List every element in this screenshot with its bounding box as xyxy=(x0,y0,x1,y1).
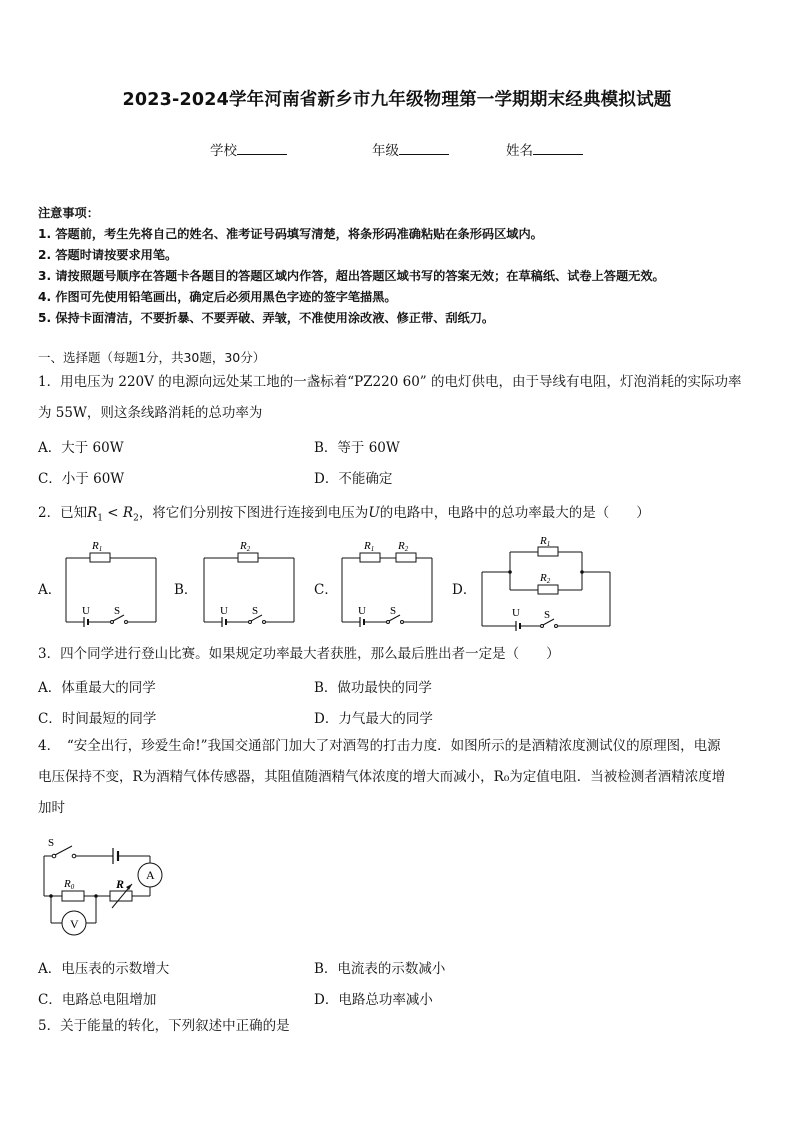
question-4-line: 4． “安全出行，珍爱生命!”我国交通部门加大了对酒驾的打击力度．如图所示的是酒精浓度测试仪的原理图，电源 xyxy=(38,738,721,754)
resistor-r1 xyxy=(360,553,380,562)
notice-item: 5. 保持卡面清洁，不要折暴、不要弄破、弄皱，不准使用涂改液、修正带、刮纸刀。 xyxy=(38,311,495,325)
notice-heading: 注意事项： xyxy=(38,206,99,220)
q4-option-d[interactable]: D．电路总功率减小 xyxy=(314,992,433,1008)
school-field[interactable] xyxy=(210,139,287,159)
resistor-r0 xyxy=(62,891,84,901)
notice-item: 4. 作图可先使用铅笔画出，确定后必须用黑色字迹的签字笔描黑。 xyxy=(38,290,397,304)
r1-label: R1 xyxy=(364,540,375,553)
circuit-c-diagram xyxy=(338,536,438,636)
name-field[interactable] xyxy=(506,139,583,159)
variable-arrow-icon xyxy=(126,884,132,890)
resistor-r1 xyxy=(538,547,558,556)
q1-option-c[interactable]: C．小于 60W xyxy=(38,471,125,487)
name-label: 姓名 xyxy=(506,143,533,159)
r0-label: R0 xyxy=(64,878,75,891)
q2-option-b-label[interactable]: B． xyxy=(174,582,198,598)
voltmeter-label: V xyxy=(70,917,79,931)
q2-lt: < xyxy=(103,505,123,521)
s-label: S xyxy=(544,609,551,621)
u-label: U xyxy=(82,605,90,617)
section-heading: 一、选择题（每题1分，共30题，30分） xyxy=(38,350,266,365)
q1-option-a[interactable]: A．大于 60W xyxy=(38,440,124,456)
notice-item: 1. 答题前，考生先将自己的姓名、准考证号码填写清楚，将条形码准确粘贴在条形码区域内。 xyxy=(38,227,543,241)
question-4 xyxy=(38,731,760,824)
q2-option-c-label[interactable]: C． xyxy=(314,582,338,598)
question-4-line: 电压保持不变，R为酒精气体传感器，其阻值随酒精气体浓度的增大而减小，R₀为定值电阻．当被检测者酒精浓度增 xyxy=(38,769,726,785)
q2-option-d-label[interactable]: D． xyxy=(452,582,477,598)
r-label: R xyxy=(116,877,125,891)
resistor-r2 xyxy=(238,553,258,562)
u-label: U xyxy=(512,607,520,619)
r2-label: R2 xyxy=(398,540,409,553)
r2-label: R2 xyxy=(540,572,551,585)
alcohol-tester-circuit-diagram xyxy=(38,834,168,940)
q2-r1: R xyxy=(87,505,98,521)
school-blank[interactable] xyxy=(237,141,287,155)
circuit-b-diagram xyxy=(200,536,300,636)
ammeter-label: A xyxy=(146,868,155,882)
q2-text-post: 的电路中，电路中的总功率最大的是（ ） xyxy=(379,505,650,521)
sensor-resistor-r xyxy=(110,891,132,901)
question-1 xyxy=(38,367,760,429)
switch-label: S xyxy=(48,837,55,849)
circuit-a-diagram xyxy=(62,536,162,636)
q3-option-b[interactable]: B．做功最快的同学 xyxy=(314,680,432,696)
question-5: 5．关于能量的转化，下列叙述中正确的是 xyxy=(38,1018,290,1034)
question-2 xyxy=(38,498,760,535)
notice-block xyxy=(38,203,768,329)
r2-label: R2 xyxy=(240,540,251,553)
s-label: S xyxy=(114,605,121,617)
grade-field[interactable] xyxy=(372,139,449,159)
q2-text-pre: 2．已知 xyxy=(38,505,88,521)
junction-left xyxy=(508,570,512,574)
q2-text-mid: ，将它们分别按下图进行连接到电压为 xyxy=(138,505,369,521)
q2-r1-sub: 1 xyxy=(97,513,103,524)
question-3: 3．四个同学进行登山比赛。如果规定功率最大者获胜，那么最后胜出者一定是（ ） xyxy=(38,646,560,662)
q2-option-a-label[interactable]: A． xyxy=(38,582,62,598)
q2-r2-sub: 2 xyxy=(133,513,139,524)
u-label: U xyxy=(220,605,228,617)
q1-option-b[interactable]: B．等于 60W xyxy=(314,440,400,456)
q2-voltage-u: U xyxy=(368,505,380,521)
notice-item: 3. 请按照题号顺序在答题卡各题目的答题区域内作答，超出答题区域书写的答案无效；在草稿纸、试卷上答题无效。 xyxy=(38,269,665,283)
q4-option-c[interactable]: C．电路总电阻增加 xyxy=(38,992,157,1008)
q3-option-a[interactable]: A．体重最大的同学 xyxy=(38,680,156,696)
circuit-d-diagram xyxy=(478,534,614,636)
q2-r2: R xyxy=(122,505,134,521)
grade-label: 年级 xyxy=(372,143,399,159)
q4-option-a[interactable]: A．电压表的示数增大 xyxy=(38,961,170,977)
s-label: S xyxy=(252,605,259,617)
r1-label: R1 xyxy=(92,540,103,553)
s-label: S xyxy=(390,605,397,617)
school-label: 学校 xyxy=(210,143,237,159)
u-label: U xyxy=(358,605,366,617)
exam-title: 2023-2024学年河南省新乡市九年级物理第一学期期末经典模拟试题 xyxy=(122,90,672,110)
junction-right xyxy=(580,570,584,574)
q3-option-d[interactable]: D．力气最大的同学 xyxy=(314,711,433,727)
question-4-line: 加时 xyxy=(38,800,65,816)
r1-label: R1 xyxy=(540,535,551,548)
resistor-r2 xyxy=(538,585,558,594)
resistor-r1 xyxy=(90,553,110,562)
grade-blank[interactable] xyxy=(399,141,449,155)
q4-option-b[interactable]: B．电流表的示数减小 xyxy=(314,961,446,977)
question-1-line: 1．用电压为 220V 的电源向远处某工地的一盏标着“PZ220 60” 的电灯供电，由于导线有电阻，灯泡消耗的实际功率 xyxy=(38,374,742,390)
notice-item: 2. 答题时请按要求用笔。 xyxy=(38,248,178,262)
name-blank[interactable] xyxy=(533,141,583,155)
q1-option-d[interactable]: D．不能确定 xyxy=(314,471,393,487)
resistor-r2 xyxy=(396,553,416,562)
q3-option-c[interactable]: C．时间最短的同学 xyxy=(38,711,157,727)
question-1-line: 为 55W，则这条线路消耗的总功率为 xyxy=(38,405,263,421)
